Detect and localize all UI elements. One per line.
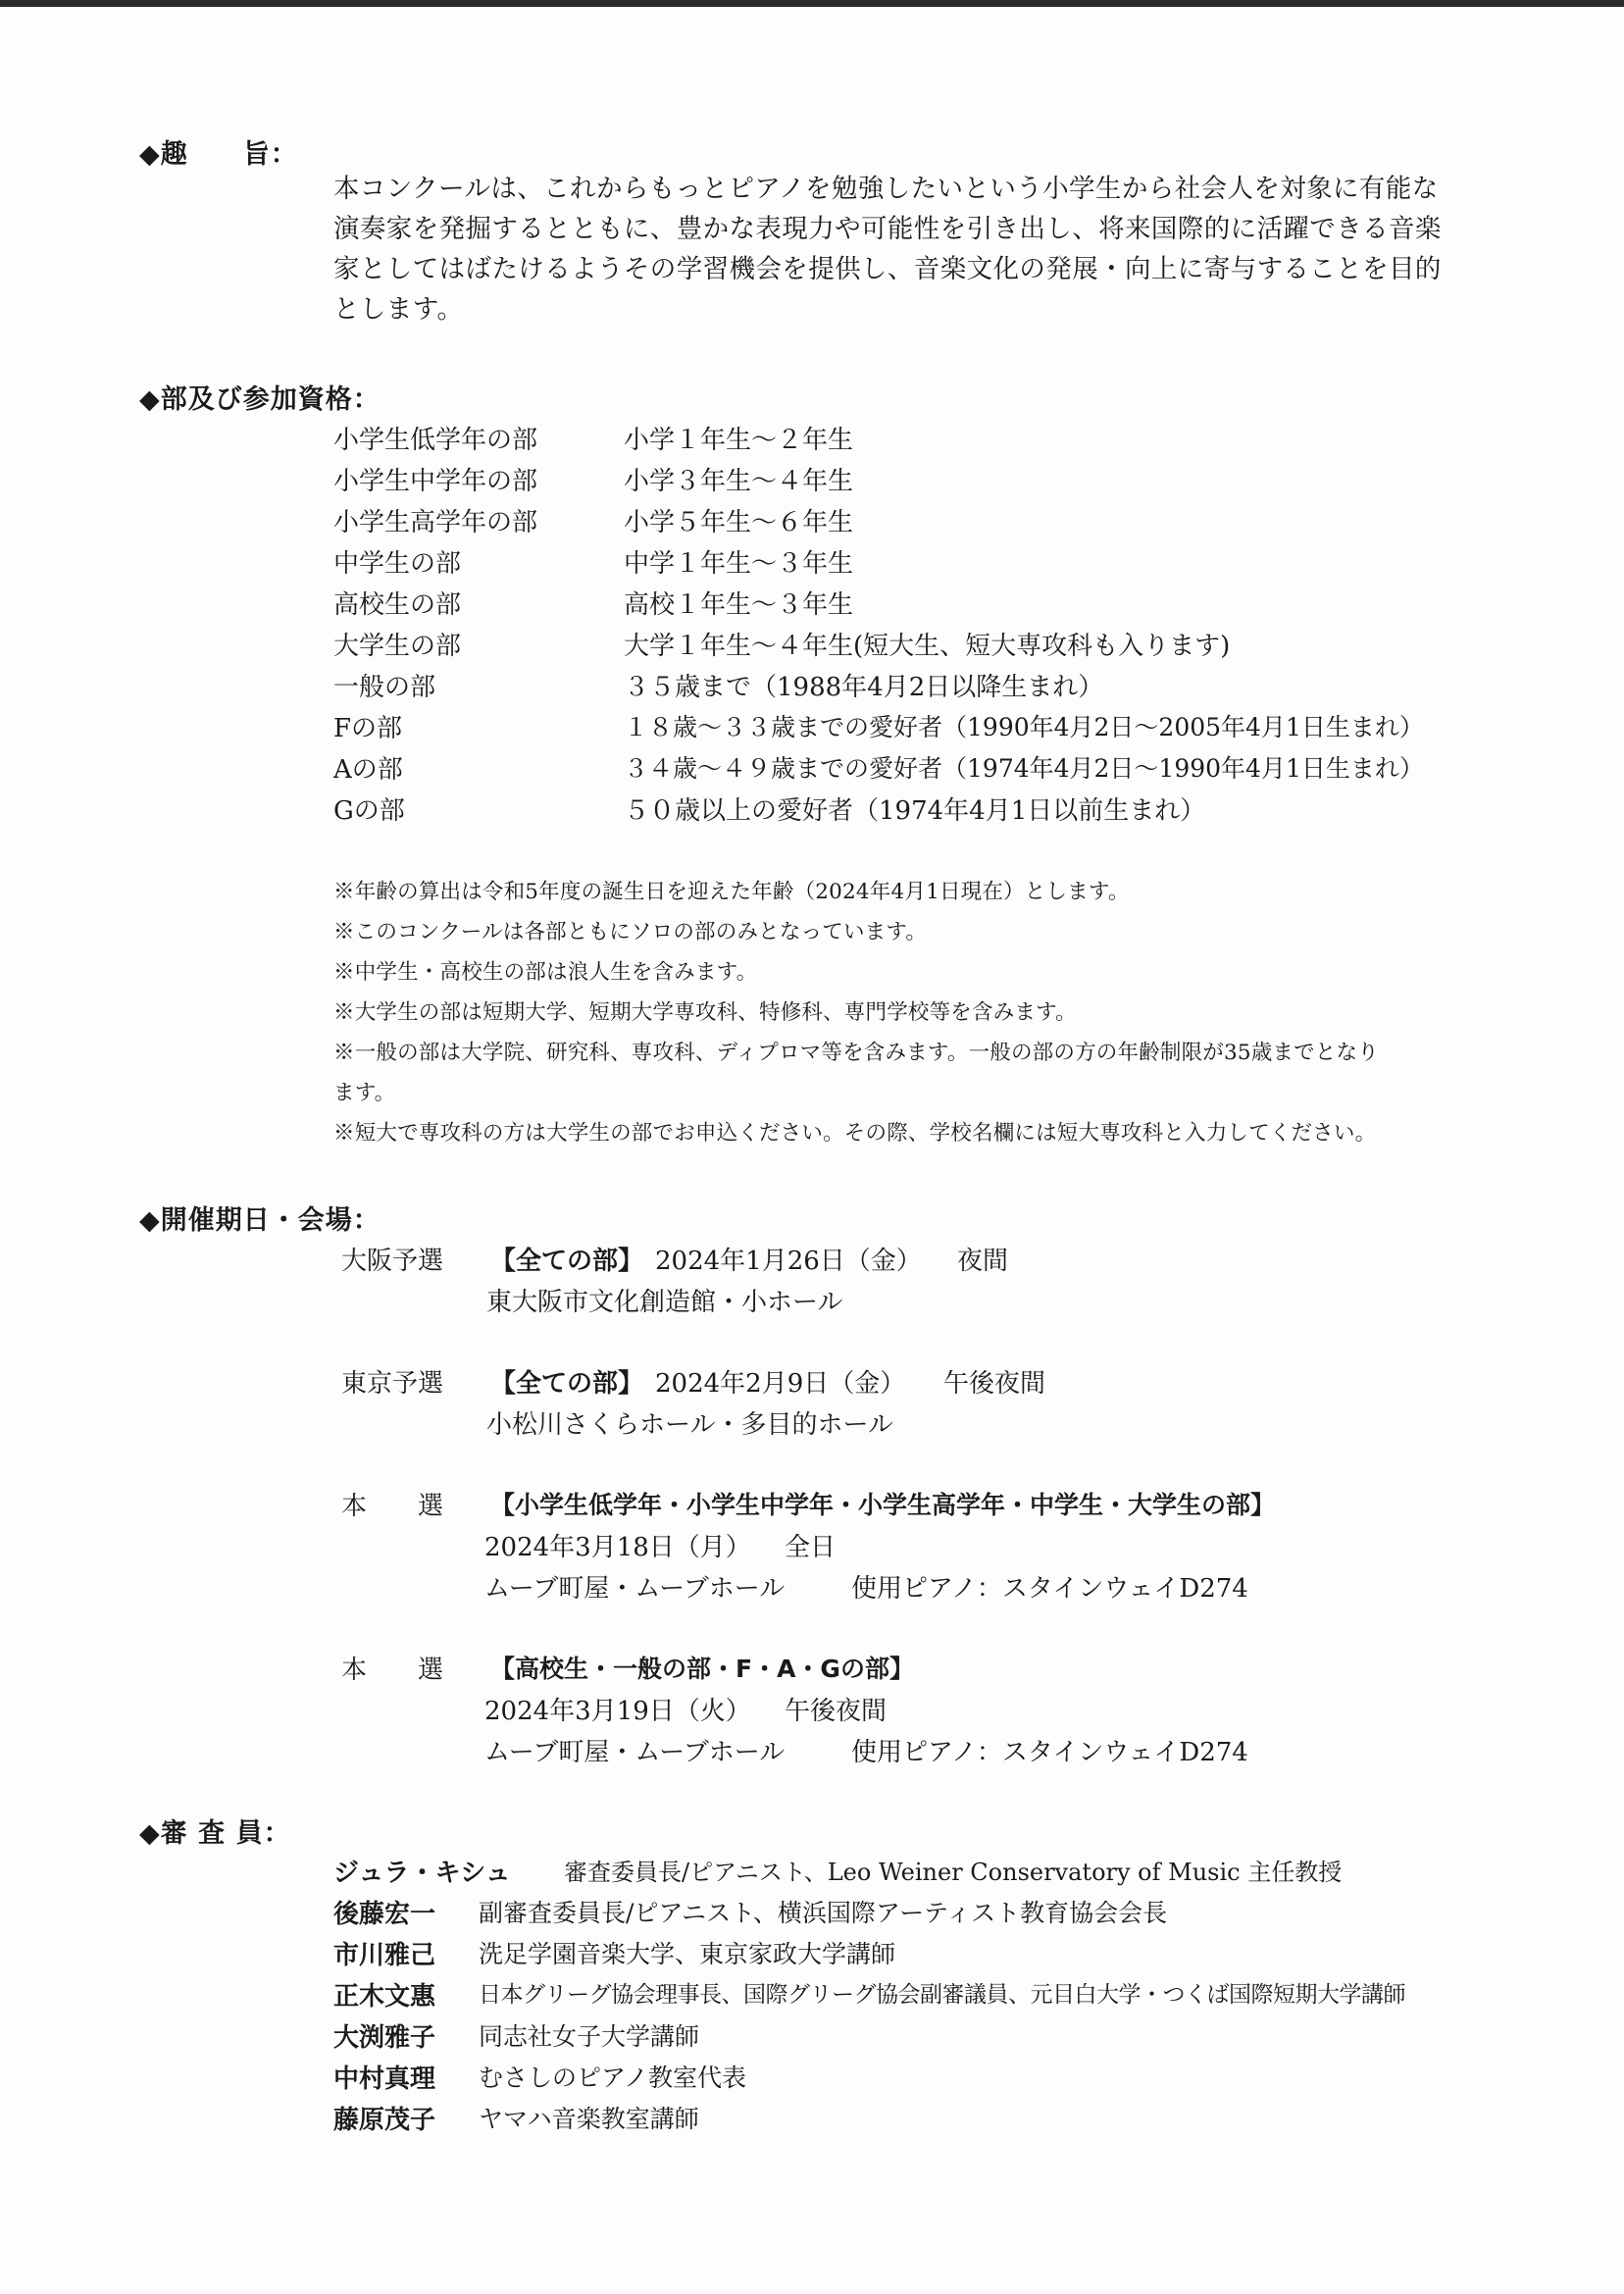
division-name: 一般の部 — [333, 673, 436, 702]
judge-name: ジュラ・キシュ — [333, 1859, 511, 1888]
judge-role: むさしのピアノ教室代表 — [479, 2064, 747, 2092]
purpose-line: 演奏家を発掘するとともに、豊かな表現力や可能性を引き出し、将来国際的に活躍できる音楽 — [333, 214, 1442, 244]
judge-name: 市川雅己 — [333, 1941, 436, 1970]
division-name: 小学生高学年の部 — [333, 508, 538, 537]
division-requirement: 小学３年生～４年生 — [624, 467, 854, 496]
final1-label: 本 選 — [341, 1492, 444, 1521]
final1-division: 【小学生低学年・小学生中学年・小学生高学年・中学生・大学生の部】 — [490, 1491, 1276, 1519]
division-requirement: １８歳～３３歳までの愛好者（1990年4月2日～2005年4月1日生まれ） — [624, 713, 1424, 741]
division-name: Gの部 — [333, 796, 405, 826]
judge-name: 大渕雅子 — [333, 2023, 436, 2053]
judge-role: 審査委員長/ピアニスト、Leo Weiner Conservatory of Music 主任教授 — [564, 1859, 1343, 1886]
judge-role: 同志社女子大学講師 — [479, 2022, 700, 2051]
eligibility-heading: ◆部及び参加資格： — [139, 384, 381, 415]
judge-role: 日本グリーグ協会理事長、国際グリーグ協会副審議員、元目白大学・つくば国際短期大学講師 — [479, 1982, 1405, 2008]
schedule-heading: ◆開催期日・会場： — [139, 1205, 381, 1236]
final1-piano: 使用ピアノ：スタインウェイD274 — [851, 1574, 1248, 1604]
division-name: 大学生の部 — [333, 632, 462, 661]
osaka-label: 大阪予選 — [341, 1247, 444, 1276]
final2-label: 本 選 — [341, 1656, 444, 1685]
division-name: Fの部 — [333, 714, 403, 743]
judge-name: 藤原茂子 — [333, 2106, 436, 2135]
division-requirement: ５０歳以上の愛好者（1974年4月1日以前生まれ） — [624, 796, 1206, 826]
judge-name: 正木文惠 — [333, 1982, 436, 2012]
division-requirement: 大学１年生～４年生(短大生、短大専攻科も入ります) — [624, 632, 1231, 661]
tokyo-venue: 小松川さくらホール・多目的ホール — [486, 1410, 893, 1440]
tokyo-label: 東京予選 — [341, 1369, 444, 1399]
judge-role: ヤマハ音楽教室講師 — [479, 2105, 699, 2133]
purpose-line: 本コンクールは、これからもっとピアノを勉強したいという小学生から社会人を対象に有能な — [333, 174, 1439, 204]
purpose-line: 家としてはばたけるようその学習機会を提供し、音楽文化の発展・向上に寄与することを目的 — [333, 254, 1442, 284]
final1-date: 2024年3月18日（月） — [484, 1533, 751, 1562]
final2-division: 【高校生・一般の部・F・A・Gの部】 — [490, 1655, 914, 1683]
division-name: 中学生の部 — [333, 549, 462, 579]
tokyo-time: 午後夜間 — [943, 1369, 1046, 1399]
eligibility-note: ※中学生・高校生の部は浪人生を含みます。 — [333, 960, 758, 985]
final1-time: 全日 — [785, 1533, 837, 1562]
final2-piano: 使用ピアノ：スタインウェイD274 — [851, 1738, 1248, 1767]
judge-role: 副審査委員長/ピアニスト、横浜国際アーティスト教育協会会長 — [479, 1899, 1168, 1927]
eligibility-note: ※年齢の算出は令和5年度の誕生日を迎えた年齢（2024年4月1日現在）とします。 — [333, 880, 1130, 904]
final2-date: 2024年3月19日（火） — [484, 1697, 751, 1726]
final2-time: 午後夜間 — [785, 1697, 888, 1726]
osaka-date: 2024年1月26日（金） — [655, 1247, 922, 1276]
tokyo-date: 2024年2月9日（金） — [655, 1369, 906, 1399]
osaka-division: 【全ての部】 — [490, 1247, 644, 1276]
osaka-time: 夜間 — [957, 1247, 1009, 1276]
division-name: Aの部 — [333, 755, 403, 785]
osaka-venue: 東大阪市文化創造館・小ホール — [486, 1288, 843, 1317]
division-requirement: ３５歳まで（1988年4月2日以降生まれ） — [624, 673, 1104, 702]
division-requirement: 小学１年生～２年生 — [624, 426, 854, 455]
final1-venue: ムーブ町屋・ムーブホール — [484, 1574, 786, 1604]
division-name: 小学生中学年の部 — [333, 467, 538, 496]
eligibility-note: ※一般の部は大学院、研究科、専攻科、ディプロマ等を含みます。一般の部の方の年齢制限が35歳までとなり — [333, 1041, 1379, 1065]
judge-role: 洗足学園音楽大学、東京家政大学講師 — [479, 1940, 896, 1968]
eligibility-note: ます。 — [333, 1081, 396, 1105]
final2-venue: ムーブ町屋・ムーブホール — [484, 1738, 786, 1767]
tokyo-division: 【全ての部】 — [490, 1369, 644, 1399]
division-requirement: 中学１年生～３年生 — [624, 549, 854, 579]
division-requirement: ３４歳～４９歳までの愛好者（1974年4月2日～1990年4月1日生まれ） — [624, 754, 1424, 783]
purpose-line: とします。 — [333, 294, 464, 325]
division-name: 高校生の部 — [333, 590, 462, 620]
division-name: 小学生低学年の部 — [333, 426, 538, 455]
division-requirement: 小学５年生～６年生 — [624, 508, 854, 537]
judge-name: 後藤宏一 — [333, 1900, 436, 1929]
purpose-heading: ◆趣 旨： — [139, 139, 298, 170]
eligibility-note: ※大学生の部は短期大学、短期大学専攻科、特修科、専門学校等を含みます。 — [333, 1000, 1077, 1025]
division-requirement: 高校１年生～３年生 — [624, 590, 854, 620]
top-border — [0, 0, 1624, 7]
purpose-body — [333, 169, 1549, 330]
judges-heading: ◆審 査 員： — [139, 1818, 291, 1849]
eligibility-note: ※短大で専攻科の方は大学生の部でお申込ください。その際、学校名欄には短大専攻科と入力してください。 — [333, 1121, 1377, 1146]
judge-name: 中村真理 — [333, 2065, 436, 2094]
eligibility-note: ※このコンクールは各部ともにソロの部のみとなっています。 — [333, 920, 928, 944]
